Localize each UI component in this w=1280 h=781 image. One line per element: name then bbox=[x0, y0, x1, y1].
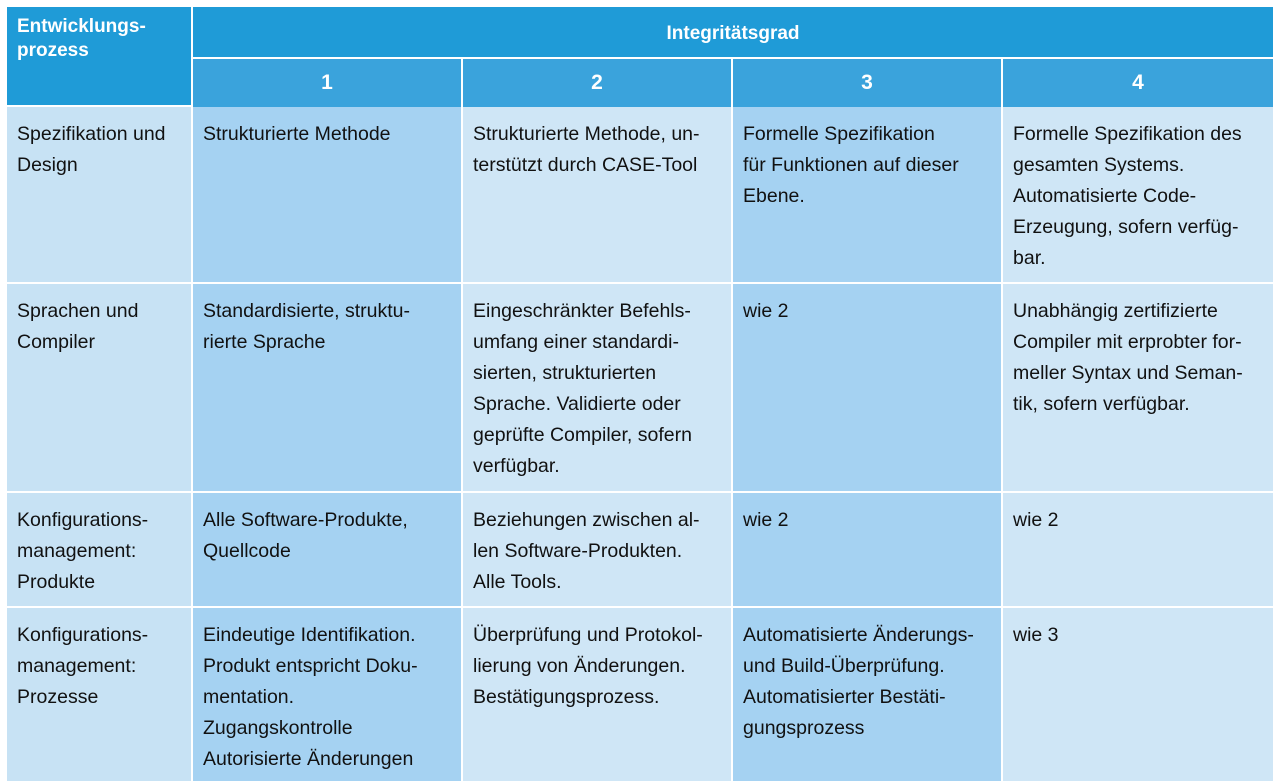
cell-text-line: verfügbar. bbox=[473, 455, 560, 477]
header-corner-line2: prozess bbox=[17, 40, 89, 61]
table-row bbox=[7, 608, 1273, 781]
header-level-1: 1 bbox=[193, 59, 463, 107]
row-label-line: management: bbox=[17, 540, 137, 562]
cell-text-line: Beziehungen zwischen al- bbox=[473, 509, 700, 531]
row-label-line: Produkte bbox=[17, 571, 96, 593]
row-label bbox=[7, 493, 193, 608]
row-label-line: Spezifikation und bbox=[17, 123, 166, 145]
cell-text-line: Compiler mit erprobter for- bbox=[1013, 331, 1242, 353]
cell-text-line: Alle Tools. bbox=[473, 571, 562, 593]
cell-text-line: Eingeschränkter Befehls- bbox=[473, 300, 691, 322]
row-label bbox=[7, 284, 193, 493]
cell-text-line: und Build-Überprüfung. bbox=[743, 655, 945, 677]
integrity-table-container bbox=[7, 7, 1273, 770]
cell-text-line: wie 2 bbox=[1013, 509, 1059, 531]
table-cell-level-4 bbox=[1003, 107, 1273, 284]
header-level-2: 2 bbox=[463, 59, 733, 107]
header-integrity-title: Integritätsgrad bbox=[193, 7, 1273, 59]
row-label-line: management: bbox=[17, 655, 137, 677]
cell-text-line: Unabhängig zertifizierte bbox=[1013, 300, 1218, 322]
cell-text-line: rierte Sprache bbox=[203, 331, 326, 353]
cell-text-line: wie 3 bbox=[1013, 624, 1059, 646]
row-label-line: Design bbox=[17, 154, 78, 176]
cell-text-line: Zugangskontrolle bbox=[203, 717, 353, 739]
row-label-line: Konfigurations- bbox=[17, 624, 149, 646]
table-cell-level-2 bbox=[463, 608, 733, 781]
cell-text-line: sierten, strukturierten bbox=[473, 362, 657, 384]
table-row bbox=[7, 493, 1273, 608]
cell-text-line: lierung von Änderungen. bbox=[473, 655, 686, 677]
header-corner-line1: Entwicklungs- bbox=[17, 16, 146, 37]
cell-text-line: tik, sofern verfügbar. bbox=[1013, 393, 1190, 415]
table-cell-level-1 bbox=[193, 493, 463, 608]
row-label bbox=[7, 107, 193, 284]
cell-text-line: Formelle Spezifikation des bbox=[1013, 123, 1242, 145]
cell-text-line: Strukturierte Methode bbox=[203, 123, 391, 145]
cell-text-line: gesamten Systems. bbox=[1013, 154, 1185, 176]
cell-text-line: Ebene. bbox=[743, 185, 805, 207]
table-cell-level-1 bbox=[193, 107, 463, 284]
header-level-4: 4 bbox=[1003, 59, 1273, 107]
header-corner bbox=[7, 7, 193, 107]
table-row bbox=[7, 284, 1273, 493]
table-cell-level-3 bbox=[733, 107, 1003, 284]
row-label-line: Compiler bbox=[17, 331, 96, 353]
cell-text-line: Quellcode bbox=[203, 540, 291, 562]
row-label-line: Sprachen und bbox=[17, 300, 139, 322]
table-cell-level-2 bbox=[463, 493, 733, 608]
table-cell-level-4 bbox=[1003, 608, 1273, 781]
row-label-line: Konfigurations- bbox=[17, 509, 149, 531]
header-level-3: 3 bbox=[733, 59, 1003, 107]
table-cell-level-2 bbox=[463, 284, 733, 493]
table-cell-level-3 bbox=[733, 493, 1003, 608]
table-cell-level-2 bbox=[463, 107, 733, 284]
row-label bbox=[7, 608, 193, 781]
table-cell-level-1 bbox=[193, 608, 463, 781]
table-body bbox=[7, 107, 1273, 781]
cell-text-line: wie 2 bbox=[743, 509, 789, 531]
integrity-table bbox=[7, 7, 1273, 781]
cell-text-line: Bestätigungsprozess. bbox=[473, 686, 660, 708]
cell-text-line: Standardisierte, struktu- bbox=[203, 300, 411, 322]
cell-text-line: gungsprozess bbox=[743, 717, 865, 739]
table-cell-level-4 bbox=[1003, 493, 1273, 608]
cell-text-line: Autorisierte Änderungen bbox=[203, 748, 414, 770]
cell-text-line: Strukturierte Methode, un- bbox=[473, 123, 700, 145]
cell-text-line: mentation. bbox=[203, 686, 295, 708]
cell-text-line: terstützt durch CASE-Tool bbox=[473, 154, 698, 176]
cell-text-line: Automatisierte Änderungs- bbox=[743, 624, 974, 646]
table-cell-level-1 bbox=[193, 284, 463, 493]
cell-text-line: Produkt entspricht Doku- bbox=[203, 655, 418, 677]
cell-text-line: Automatisierter Bestäti- bbox=[743, 686, 946, 708]
cell-text-line: geprüfte Compiler, sofern bbox=[473, 424, 692, 446]
cell-text-line: wie 2 bbox=[743, 300, 789, 322]
cell-text-line: für Funktionen auf dieser bbox=[743, 154, 959, 176]
cell-text-line: Erzeugung, sofern verfüg- bbox=[1013, 216, 1239, 238]
cell-text-line: Überprüfung und Protokol- bbox=[473, 624, 703, 646]
cell-text-line: bar. bbox=[1013, 247, 1046, 269]
table-row bbox=[7, 107, 1273, 284]
cell-text-line: Alle Software-Produkte, bbox=[203, 509, 408, 531]
cell-text-line: len Software-Produkten. bbox=[473, 540, 683, 562]
cell-text-line: Automatisierte Code- bbox=[1013, 185, 1197, 207]
row-label-line: Prozesse bbox=[17, 686, 99, 708]
table-cell-level-3 bbox=[733, 608, 1003, 781]
cell-text-line: umfang einer standardi- bbox=[473, 331, 679, 353]
cell-text-line: Formelle Spezifikation bbox=[743, 123, 935, 145]
table-cell-level-3 bbox=[733, 284, 1003, 493]
table-cell-level-4 bbox=[1003, 284, 1273, 493]
cell-text-line: Eindeutige Identifikation. bbox=[203, 624, 416, 646]
cell-text-line: Sprache. Validierte oder bbox=[473, 393, 681, 415]
cell-text-line: meller Syntax und Seman- bbox=[1013, 362, 1243, 384]
